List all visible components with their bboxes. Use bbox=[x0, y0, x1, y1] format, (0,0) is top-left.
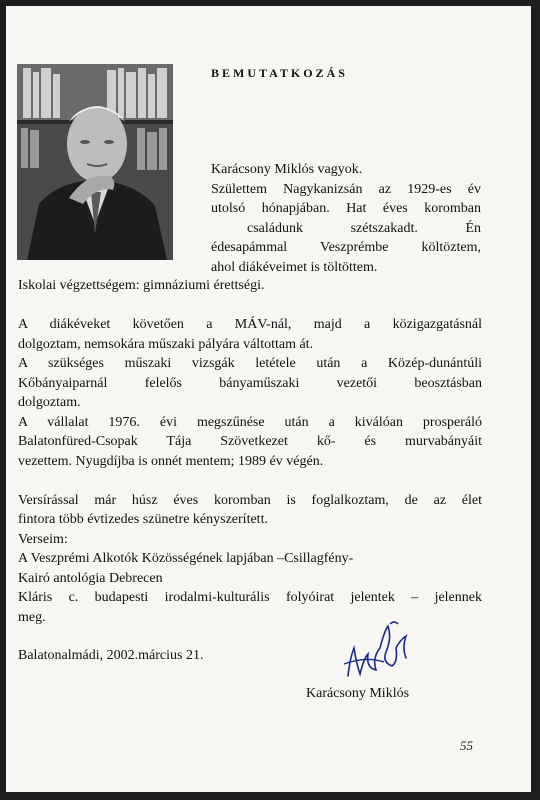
portrait-icon bbox=[17, 64, 173, 260]
intro-line: Karácsony Miklós vagyok. bbox=[211, 162, 363, 177]
body-line: Kláris c. budapesti irodalmi-kulturális folyóirat jelentek – jelennek bbox=[18, 590, 482, 605]
body-line: vezettem. Nyugdíjba is onnét mentem; 1989 év végén. bbox=[18, 453, 324, 469]
intro-line: édesapámmal Veszprémbe költöztem, bbox=[211, 240, 481, 255]
portrait-photo bbox=[17, 64, 173, 260]
intro-line: családunk szétszakadt. Én bbox=[247, 220, 481, 236]
body-text bbox=[18, 276, 482, 627]
body-line: Balatonfüred-Csopak Tája Szövetkezet kő- és murvabányáit bbox=[18, 434, 482, 449]
body-line: A vállalat 1976. évi megszűnése után a kiválóan prosperáló bbox=[18, 414, 482, 430]
body-line: Versírással már húsz éves koromban is foglalkoztam, de az élet bbox=[18, 492, 482, 508]
body-line: Kairó antológia Debrecen bbox=[18, 570, 163, 586]
intro-line: Születtem Nagykanizsán az 1929-es év bbox=[211, 181, 481, 197]
intro-line: ahol diákéveimet is töltöttem. bbox=[211, 259, 378, 275]
body-line: Kőbányaiparnál felelős bányaműszaki vezetői beosztásban bbox=[18, 375, 482, 391]
place-date: Balatonalmádi, 2002.március 21. bbox=[18, 648, 204, 663]
signature-name: Karácsony Miklós bbox=[306, 686, 410, 701]
body-line: fintora több évtizedes szünetre kényszerített. bbox=[18, 512, 268, 527]
paragraph-gap bbox=[18, 296, 482, 316]
intro-line: utolsó hónapjában. Hat éves koromban bbox=[211, 201, 481, 216]
body-line: A Veszprémi Alkotók Közösségének lapjában –Csillagfény- bbox=[18, 551, 354, 566]
body-line: Verseim: bbox=[18, 531, 68, 547]
intro-paragraph bbox=[211, 160, 481, 277]
body-line: A diákéveket követően a MÁV-nál, majd a közigazgatásnál bbox=[18, 317, 482, 332]
body-line: meg. bbox=[18, 609, 46, 625]
body-line: dolgoztam, nemsokára műszaki pályára váltottam át. bbox=[18, 336, 314, 352]
body-line: Iskolai végzettségem: gimnáziumi érettségi. bbox=[18, 278, 265, 293]
body-line: dolgoztam. bbox=[18, 395, 81, 410]
page-heading: BEMUTATKOZÁS bbox=[211, 66, 348, 80]
signature-icon bbox=[336, 618, 416, 688]
handwritten-signature-icon bbox=[336, 618, 416, 688]
page-number: 55 bbox=[460, 738, 473, 753]
document-page bbox=[6, 6, 531, 792]
paragraph-gap bbox=[18, 471, 482, 491]
body-line: A szükséges műszaki vizsgák letétele után a Közép-dunántúli bbox=[18, 356, 482, 371]
